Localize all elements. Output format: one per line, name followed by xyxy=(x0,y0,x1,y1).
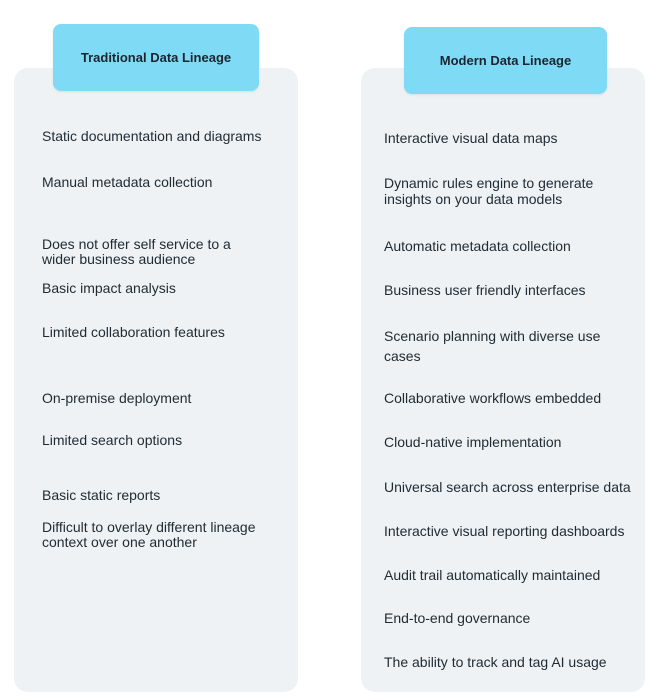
modern-item: Interactive visual reporting dashboards xyxy=(384,523,625,539)
traditional-item: Basic static reports xyxy=(42,487,161,503)
modern-item: End-to-end governance xyxy=(384,610,531,626)
modern-item: Business user friendly interfaces xyxy=(384,282,586,298)
modern-item: Audit trail automatically maintained xyxy=(384,567,601,583)
traditional-item: Static documentation and diagrams xyxy=(42,128,262,144)
modern-header: Modern Data Lineage xyxy=(404,27,607,94)
traditional-item: Limited collaboration features xyxy=(42,324,225,340)
traditional-item: Basic impact analysis xyxy=(42,280,176,296)
traditional-panel xyxy=(14,68,298,692)
traditional-header: Traditional Data Lineage xyxy=(53,24,259,91)
modern-item: Interactive visual data maps xyxy=(384,130,558,146)
traditional-item: On-premise deployment xyxy=(42,390,192,406)
traditional-item: Limited search options xyxy=(42,432,183,448)
traditional-item: Manual metadata collection xyxy=(42,174,213,190)
modern-item: Scenario planning with diverse use cases xyxy=(384,328,601,364)
modern-item: Collaborative workflows embedded xyxy=(384,390,602,406)
modern-item: Automatic metadata collection xyxy=(384,238,571,254)
modern-item: Cloud-native implementation xyxy=(384,434,562,450)
traditional-item: Difficult to overlay different lineage context over one another xyxy=(42,519,256,550)
traditional-item: Does not offer self service to a wider business audience xyxy=(42,236,231,267)
modern-item: Dynamic rules engine to generate insights on your data models xyxy=(384,175,594,207)
modern-panel xyxy=(361,68,645,692)
modern-item: The ability to track and tag AI usage xyxy=(384,654,607,670)
modern-item: Universal search across enterprise data xyxy=(384,479,631,495)
